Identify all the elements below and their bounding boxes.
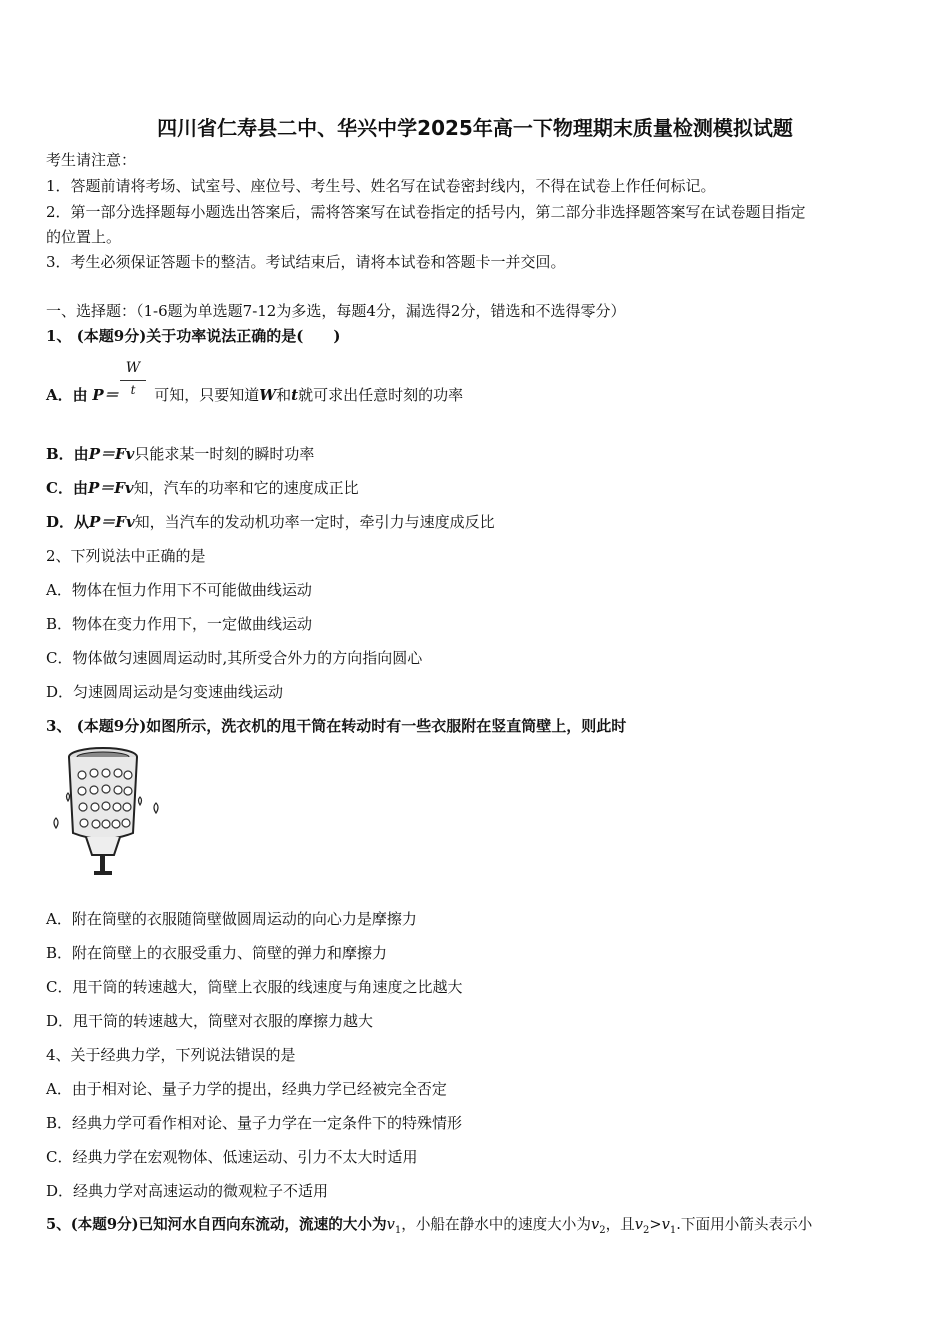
q3-option-c: C．甩干筒的转速越大，筒壁上衣服的线速度与角速度之比越大 <box>46 978 463 996</box>
q4-option-b: B．经典力学可看作相对论、量子力学在一定条件下的特殊情形 <box>46 1114 463 1132</box>
q5-gt: > <box>649 1216 662 1233</box>
fraction-bar <box>120 380 146 381</box>
q3-option-b: B．附在筒壁上的衣服受重力、筒壁的弹力和摩擦力 <box>46 944 388 962</box>
q5-stem-c: ，且 <box>605 1216 635 1233</box>
q2-option-c: C．物体做匀速圆周运动时,其所受合外力的方向指向圆心 <box>46 649 423 667</box>
notice-heading: 考生请注意： <box>46 151 137 169</box>
q3-option-a: A．附在筒壁的衣服随筒壁做圆周运动的向心力是摩擦力 <box>46 910 417 928</box>
q5-stem-a: 5、(本题9分)已知河水自西向东流动，流速的大小为 <box>46 1216 387 1233</box>
q1-d-prefix: D．从 <box>46 513 90 531</box>
q1-option-a <box>46 385 463 405</box>
q2-option-d: D．匀速圆周运动是匀变速曲线运动 <box>46 683 284 701</box>
q1-b-end: 只能求某一时刻的瞬时功率 <box>134 445 315 463</box>
q5-stem <box>46 1215 812 1241</box>
exam-title: 四川省仁寿县二中、华兴中学2025年高一下物理期末质量检测模拟试题 <box>157 116 793 140</box>
q5-v2b-sub: 2 <box>643 1224 650 1236</box>
q1-d-formula: P＝Fv <box>89 513 135 531</box>
notice-item-1: 1．答题前请将考场、试室号、座位号、考生号、姓名写在试卷密封线内，不得在试卷上作任何标记。 <box>46 177 716 195</box>
q1-b-prefix: B．由 <box>46 445 89 463</box>
fraction-numerator: W <box>125 360 141 376</box>
q1-d-end: 知，当汽车的发动机功率一定时，牵引力与速度成反比 <box>134 513 495 531</box>
q5-v1b-sub: 1 <box>669 1224 677 1236</box>
q1-a-w: W <box>259 386 277 404</box>
q1-a-formula: P＝ <box>92 386 119 404</box>
q3-stem: 3、 (本题9分)如图所示，洗衣机的甩干筒在转动时有一些衣服附在竖直筒壁上，则此时 <box>46 717 627 735</box>
q5-v1-sub: 1 <box>394 1224 402 1236</box>
q5-v2b: v <box>634 1216 644 1233</box>
q1-stem: 1、 (本题9分)关于功率说法正确的是( ) <box>46 327 341 345</box>
q5-v1b: v <box>661 1216 670 1233</box>
q5-stem-b: ，小船在静水中的速度大小为 <box>401 1216 591 1233</box>
q1-a-t: t <box>291 386 299 404</box>
q4-option-c: C．经典力学在宏观物体、低速运动、引力不太大时适用 <box>46 1148 418 1166</box>
notice-item-3: 3．考生必须保证答题卡的整洁。考试结束后，请将本试卷和答题卡一并交回。 <box>46 253 566 271</box>
q4-stem: 4、关于经典力学，下列说法错误的是 <box>46 1046 296 1064</box>
q5-v1: v <box>386 1216 395 1233</box>
q4-option-d: D．经典力学对高速运动的微观粒子不适用 <box>46 1182 329 1200</box>
q1-c-end: 知，汽车的功率和它的速度成正比 <box>133 479 359 497</box>
q1-c-formula: P＝Fv <box>87 479 134 497</box>
q1-a-suffix: 可知，只要知道 <box>154 386 260 404</box>
section-heading: 一、选择题：（1-6题为单选题7-12为多选，每题4分，漏选得2分，错选和不选得零分） <box>46 302 626 320</box>
notice-item-2: 2．第一部分选择题每小题选出答案后，需将答案写在试卷指定的括号内，第二部分非选择题答案写在试卷题目指定 <box>46 203 806 221</box>
q5-v2: v <box>590 1216 600 1233</box>
q1-a-prefix: A．由 <box>46 386 88 404</box>
q1-a-and: 和 <box>276 386 292 404</box>
spin-dryer-figure <box>48 745 168 880</box>
q1-b-formula: P＝Fv <box>88 445 135 463</box>
q1-a-end: 就可求出任意时刻的功率 <box>298 386 464 404</box>
q1-option-c <box>46 478 359 498</box>
q4-option-a: A．由于相对论、量子力学的提出，经典力学已经被完全否定 <box>46 1080 447 1098</box>
q2-option-b: B．物体在变力作用下，一定做曲线运动 <box>46 615 313 633</box>
q5-v2-sub: 2 <box>599 1224 606 1236</box>
q5-stem-d: .下面用小箭头表示小 <box>676 1216 813 1233</box>
fraction-denominator: t <box>130 383 136 397</box>
q1-option-b <box>46 444 314 464</box>
notice-item-2-cont: 的位置上。 <box>46 228 122 246</box>
q2-option-a: A．物体在恒力作用下不可能做曲线运动 <box>46 581 312 599</box>
q2-stem: 2、下列说法中正确的是 <box>46 547 206 565</box>
q1-option-d <box>46 512 495 532</box>
q1-c-prefix: C．由 <box>46 479 88 497</box>
q3-option-d: D．甩干筒的转速越大，筒壁对衣服的摩擦力越大 <box>46 1012 374 1030</box>
